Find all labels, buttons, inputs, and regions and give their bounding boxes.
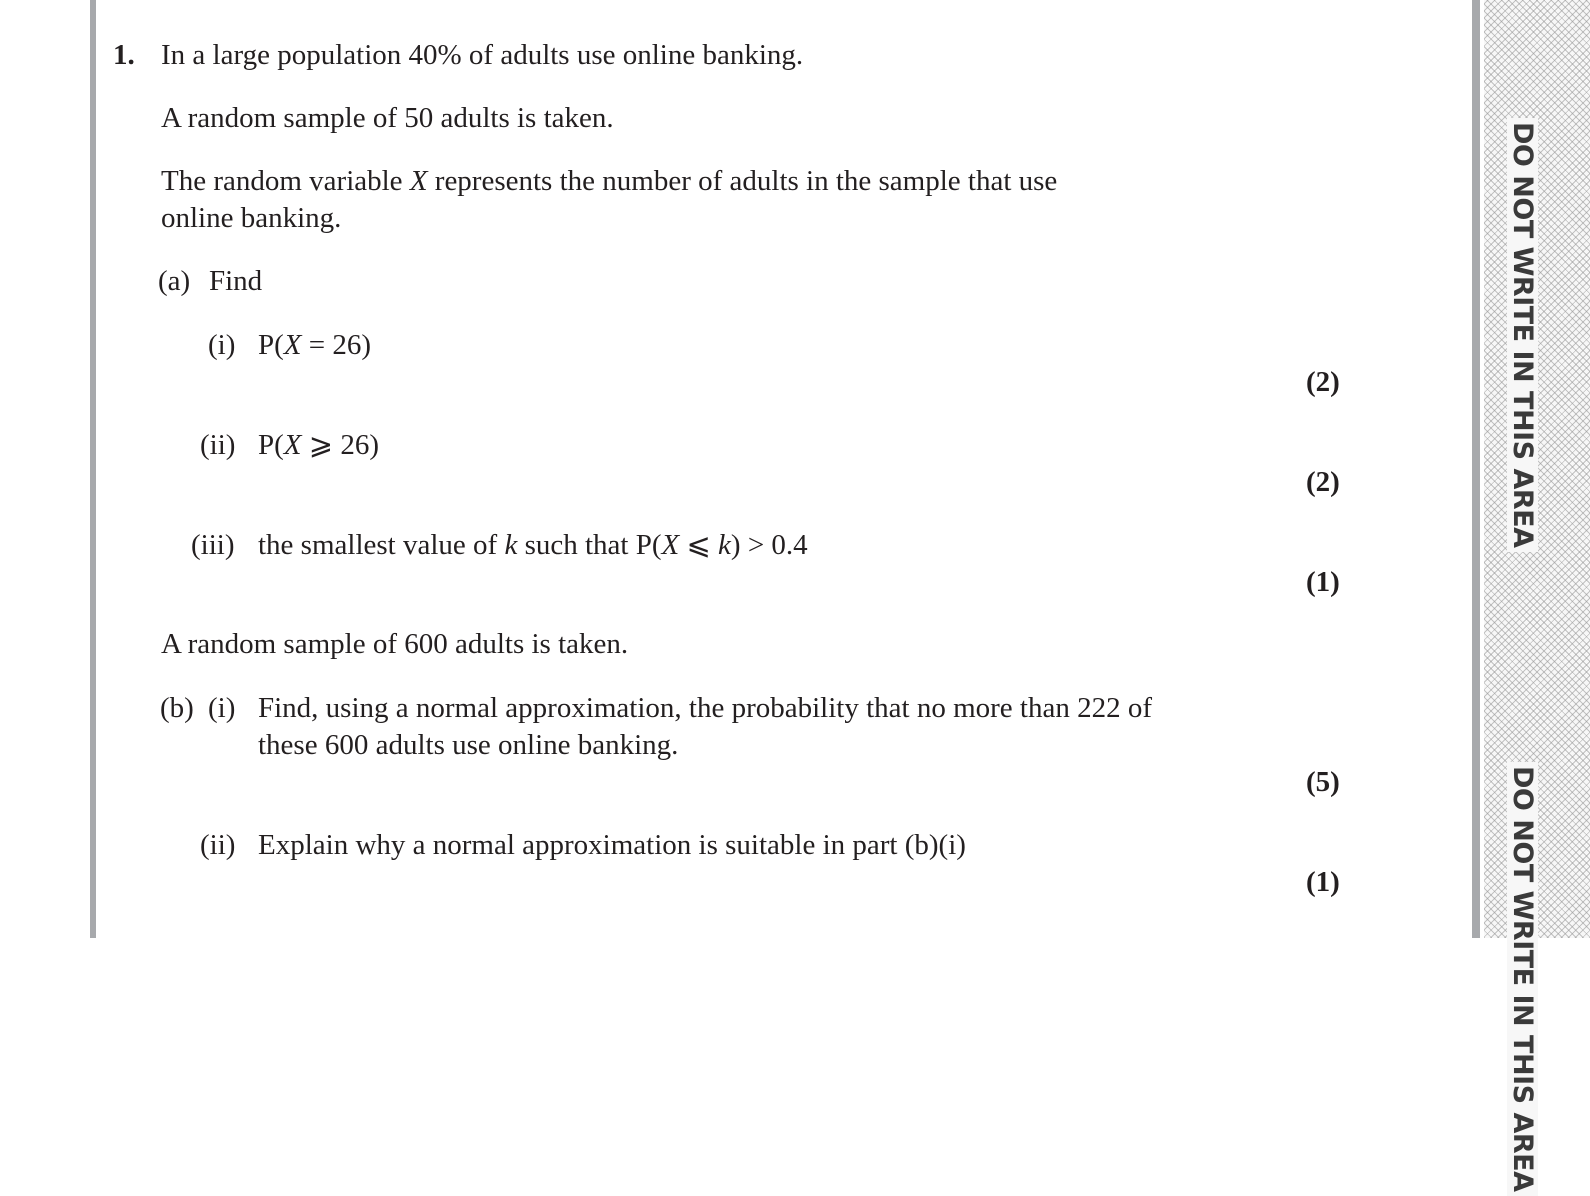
a-iii-post: ) > 0.4 xyxy=(730,529,808,561)
question-number: 1. xyxy=(113,39,135,71)
part-b-i-line-1: Find, using a normal approximation, the probability that no more than 222 of xyxy=(258,692,1153,724)
part-a-ii-expression xyxy=(258,427,379,464)
a-ii-variable: X xyxy=(283,429,302,461)
part-b-i-line-2: these 600 adults use online banking. xyxy=(258,729,679,761)
part-a-ii-marks: (2) xyxy=(1306,466,1340,498)
a-iii-k: k xyxy=(504,529,518,561)
rv-variable: X xyxy=(409,165,428,197)
a-ii-pre: P( xyxy=(258,429,284,461)
a-iii-operator: ⩽ xyxy=(679,529,719,561)
part-b-label: (b) xyxy=(160,692,194,724)
part-a-i-label: (i) xyxy=(208,329,236,361)
part-a-iii-label: (iii) xyxy=(191,529,235,561)
margin-warning-bottom: DO NOT WRITE IN THIS AREA xyxy=(1507,762,1538,1196)
part-b-i-marks: (5) xyxy=(1306,766,1340,798)
rv-text-post: represents the number of adults in the sample that use xyxy=(427,165,1058,197)
part-a-i-expression xyxy=(258,327,371,364)
part-a-iii-expression xyxy=(258,527,808,564)
part-b-ii-marks: (1) xyxy=(1306,866,1340,898)
sample-statement-50: A random sample of 50 adults is taken. xyxy=(161,102,614,134)
a-i-post: = 26) xyxy=(301,329,372,361)
a-i-pre: P( xyxy=(258,329,284,361)
part-a-i-marks: (2) xyxy=(1306,366,1340,398)
part-b-ii-text: Explain why a normal approximation is suitable in part (b)(i) xyxy=(258,829,966,861)
rv-text-pre: The random variable xyxy=(161,165,410,197)
random-variable-line-2: online banking. xyxy=(161,202,342,234)
a-iii-mid: such that P( xyxy=(517,529,662,561)
part-a-iii-marks: (1) xyxy=(1306,566,1340,598)
a-iii-pre: the smallest value of xyxy=(258,529,505,561)
margin-warning-top: DO NOT WRITE IN THIS AREA xyxy=(1507,118,1538,552)
a-i-variable: X xyxy=(283,329,302,361)
part-a-ii-label: (ii) xyxy=(200,429,236,461)
random-variable-line-1 xyxy=(161,163,1057,200)
part-a-label: (a) xyxy=(158,265,191,297)
a-iii-k-2: k xyxy=(718,529,731,561)
left-margin-rule xyxy=(90,0,96,938)
part-a-text: Find xyxy=(209,265,263,297)
sample-statement-600: A random sample of 600 adults is taken. xyxy=(161,628,629,660)
part-b-ii-label: (ii) xyxy=(200,829,236,861)
part-b-i-label: (i) xyxy=(208,692,236,724)
a-iii-variable: X xyxy=(661,529,680,561)
right-margin-rule xyxy=(1472,0,1480,938)
a-ii-post: ⩾ 26) xyxy=(301,429,379,461)
question-intro: In a large population 40% of adults use online banking. xyxy=(161,39,804,71)
